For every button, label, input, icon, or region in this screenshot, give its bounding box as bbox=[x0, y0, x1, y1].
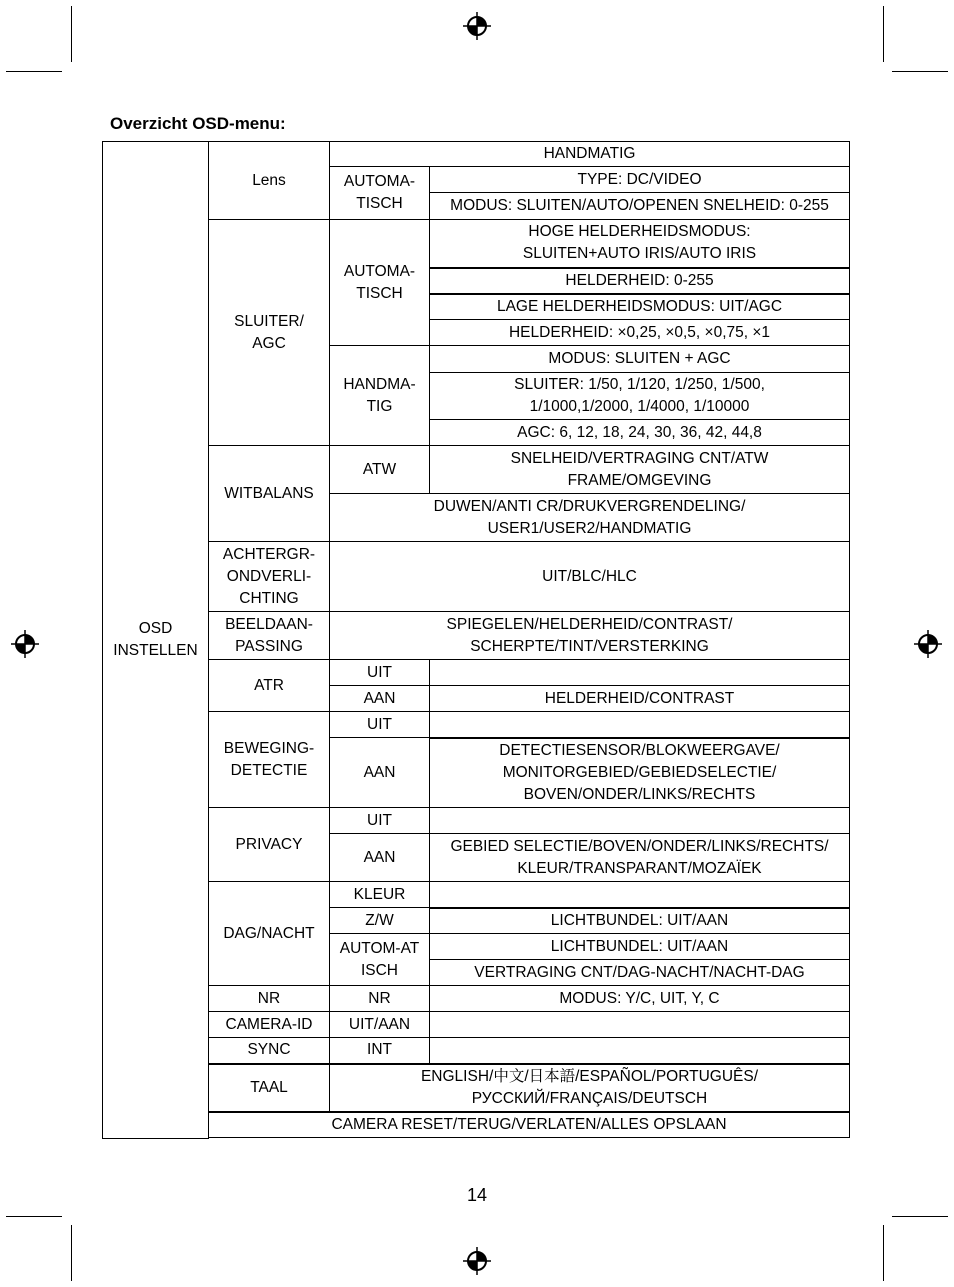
sluiter-auto-row: HELDERHEID: 0-255 bbox=[430, 268, 850, 294]
cameraid-value bbox=[430, 1012, 850, 1038]
lens-modus: MODUS: SLUITEN/AUTO/OPENEN SNELHEID: 0-255 bbox=[430, 193, 850, 220]
atr-uit: UIT bbox=[330, 660, 430, 686]
beweging-aan-value: DETECTIESENSOR/BLOKWEERGAVE/ MONITORGEBIED/GEBIEDSELECTIE/ BOVEN/ONDER/LINKS/RECHTS bbox=[430, 738, 850, 808]
sluiter-auto-row: LAGE HELDERHEIDSMODUS: UIT/AGC bbox=[430, 294, 850, 320]
dagnacht-autom-value: VERTRAGING CNT/DAG-NACHT/NACHT-DAG bbox=[430, 960, 850, 986]
menu-beeldaanpassing: BEELDAAN- PASSING bbox=[209, 612, 330, 660]
cameraid-option: UIT/AAN bbox=[330, 1012, 430, 1038]
menu-sync: SYNC bbox=[209, 1038, 330, 1064]
crop-mark bbox=[883, 6, 884, 62]
atr-uit-value bbox=[430, 660, 850, 686]
camera-reset-row: CAMERA RESET/TERUG/VERLATEN/ALLES OPSLAAN bbox=[209, 1112, 850, 1138]
menu-privacy: PRIVACY bbox=[209, 808, 330, 882]
witbalans-atw-value: SNELHEID/VERTRAGING CNT/ATW FRAME/OMGEVING bbox=[430, 446, 850, 494]
dagnacht-zw: Z/W bbox=[330, 908, 430, 934]
sync-option: INT bbox=[330, 1038, 430, 1064]
dagnacht-kleur: KLEUR bbox=[330, 882, 430, 908]
sluiter-handm-row: SLUITER: 1/50, 1/120, 1/250, 1/500, 1/1000,1/2000, 1/4000, 1/10000 bbox=[430, 373, 850, 420]
crop-mark bbox=[892, 71, 948, 72]
menu-sluiter-agc: SLUITER/ AGC bbox=[209, 220, 330, 446]
crop-mark bbox=[71, 1225, 72, 1281]
dagnacht-zw-value: LICHTBUNDEL: UIT/AAN bbox=[430, 908, 850, 934]
registration-mark-icon bbox=[914, 630, 942, 658]
witbalans-atw: ATW bbox=[330, 446, 430, 494]
menu-taal: TAAL bbox=[209, 1064, 330, 1112]
crop-mark bbox=[71, 6, 72, 62]
sluiter-automatisch: AUTOMA- TISCH bbox=[330, 220, 430, 346]
privacy-uit-value bbox=[430, 808, 850, 834]
root-osd-instellen: OSD INSTELLEN bbox=[103, 142, 209, 1139]
registration-mark-icon bbox=[463, 1247, 491, 1275]
sluiter-auto-row: HOGE HELDERHEIDSMODUS: SLUITEN+AUTO IRIS/AUTO IRIS bbox=[430, 220, 850, 268]
beeldaanpassing-value: SPIEGELEN/HELDERHEID/CONTRAST/ SCHERPTE/TINT/VERSTERKING bbox=[330, 612, 850, 660]
crop-mark bbox=[883, 1225, 884, 1281]
menu-atr: ATR bbox=[209, 660, 330, 712]
menu-camera-id: CAMERA-ID bbox=[209, 1012, 330, 1038]
nr-value: MODUS: Y/C, UIT, Y, C bbox=[430, 986, 850, 1012]
crop-mark bbox=[6, 71, 62, 72]
beweging-uit-value bbox=[430, 712, 850, 738]
sluiter-handm-row: AGC: 6, 12, 18, 24, 30, 36, 42, 44,8 bbox=[430, 420, 850, 446]
beweging-aan: AAN bbox=[330, 738, 430, 808]
lens-automatisch: AUTOMA- TISCH bbox=[330, 167, 430, 220]
menu-lens: Lens bbox=[209, 142, 330, 220]
crop-mark bbox=[6, 1216, 62, 1217]
registration-mark-icon bbox=[11, 630, 39, 658]
lens-handmatig: HANDMATIG bbox=[330, 142, 850, 167]
registration-mark-icon bbox=[463, 12, 491, 40]
dagnacht-automatisch: AUTOM-AT ISCH bbox=[330, 934, 430, 986]
achtergrond-value: UIT/BLC/HLC bbox=[330, 542, 850, 612]
nr-option: NR bbox=[330, 986, 430, 1012]
sync-value bbox=[430, 1038, 850, 1064]
menu-dag-nacht: DAG/NACHT bbox=[209, 882, 330, 986]
page-title: Overzicht OSD-menu: bbox=[110, 114, 286, 133]
witbalans-other: DUWEN/ANTI CR/DRUKVERGRENDELING/ USER1/USER2/HANDMATIG bbox=[330, 494, 850, 542]
sluiter-auto-row: HELDERHEID: ×0,25, ×0,5, ×0,75, ×1 bbox=[430, 320, 850, 346]
dagnacht-autom-value: LICHTBUNDEL: UIT/AAN bbox=[430, 934, 850, 960]
beweging-uit: UIT bbox=[330, 712, 430, 738]
privacy-uit: UIT bbox=[330, 808, 430, 834]
atr-aan-value: HELDERHEID/CONTRAST bbox=[430, 686, 850, 712]
menu-witbalans: WITBALANS bbox=[209, 446, 330, 542]
privacy-aan: AAN bbox=[330, 834, 430, 882]
sluiter-handm-row: MODUS: SLUITEN + AGC bbox=[430, 346, 850, 373]
menu-nr: NR bbox=[209, 986, 330, 1012]
taal-value: ENGLISH/中文/日本語/ESPAÑOL/PORTUGUÊS/ РУССКИЙ/FRANÇAIS/DEUTSCH bbox=[330, 1064, 850, 1112]
page-number: 14 bbox=[466, 1185, 488, 1205]
menu-bewegingdetectie: BEWEGING- DETECTIE bbox=[209, 712, 330, 808]
sluiter-handmatig: HANDMA- TIG bbox=[330, 346, 430, 446]
atr-aan: AAN bbox=[330, 686, 430, 712]
lens-type: TYPE: DC/VIDEO bbox=[430, 167, 850, 193]
osd-menu-table bbox=[102, 141, 850, 1139]
dagnacht-kleur-value bbox=[430, 882, 850, 908]
crop-mark bbox=[892, 1216, 948, 1217]
menu-achtergrondverlichting: ACHTERGR- ONDVERLI- CHTING bbox=[209, 542, 330, 612]
privacy-aan-value: GEBIED SELECTIE/BOVEN/ONDER/LINKS/RECHTS/ KLEUR/TRANSPARANT/MOZAÏEK bbox=[430, 834, 850, 882]
